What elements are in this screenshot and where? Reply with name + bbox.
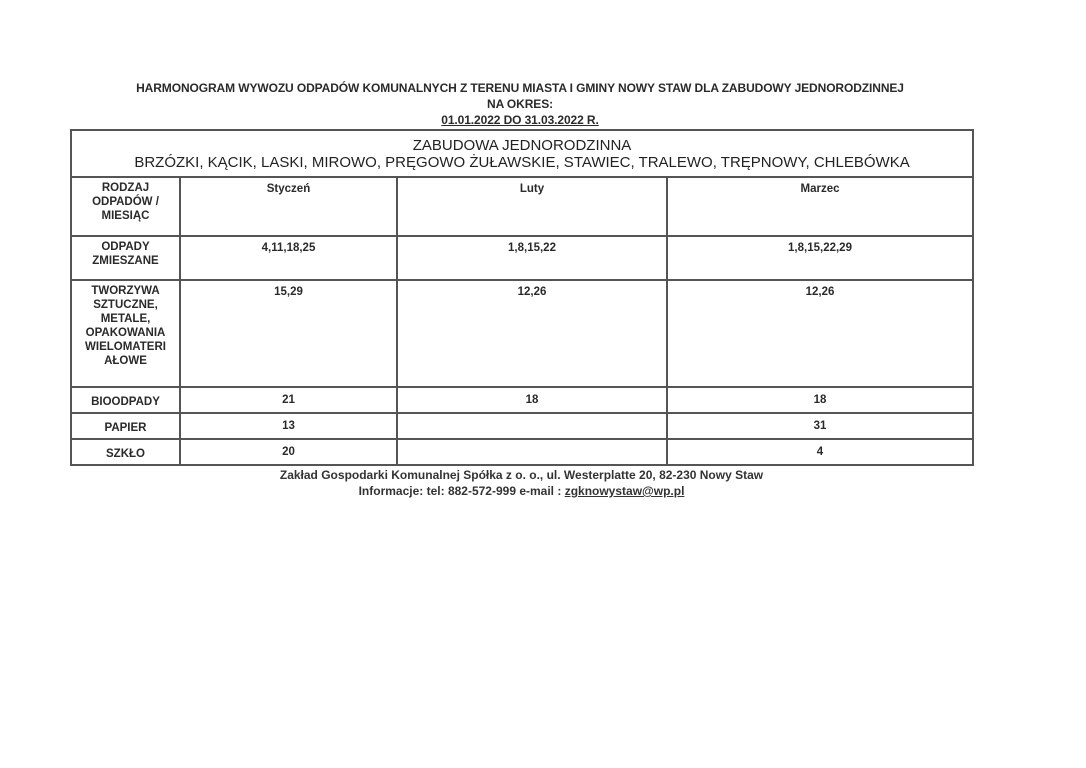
document-header	[0, 80, 1040, 128]
dates-cell: 18	[667, 387, 973, 413]
email-link[interactable]: zgknowystaw@wp.pl	[564, 484, 685, 498]
table-row	[71, 236, 973, 280]
dates-cell: 21	[180, 387, 397, 413]
month-header-row	[71, 177, 973, 236]
table-localities: BRZÓZKI, KĄCIK, LASKI, MIROWO, PRĘGOWO ŻUŁAWSKIE, STAWIEC, TRALEWO, TRĘPNOWY, CHLEBÓWKA	[134, 154, 910, 171]
table-row	[71, 439, 973, 465]
document-footer	[0, 467, 1043, 499]
waste-type: PAPIER	[71, 413, 180, 439]
month-header-february: Luty	[397, 177, 667, 236]
contact-phone: Informacje: tel: 882-572-999 e-mail :	[358, 484, 565, 498]
dates-cell	[397, 439, 667, 465]
dates-cell: 18	[397, 387, 667, 413]
contact-info	[0, 483, 1043, 499]
table-title: ZABUDOWA JEDNORODZINNA	[412, 137, 632, 154]
dates-cell: 4,11,18,25	[180, 236, 397, 280]
month-header-march: Marzec	[667, 177, 973, 236]
table-title-cell	[71, 130, 973, 177]
dates-cell: 1,8,15,22	[397, 236, 667, 280]
table-row	[71, 387, 973, 413]
schedule-table	[70, 129, 974, 466]
dates-cell: 13	[180, 413, 397, 439]
dates-cell: 12,26	[397, 280, 667, 387]
month-header-january: Styczeń	[180, 177, 397, 236]
dates-cell: 1,8,15,22,29	[667, 236, 973, 280]
table-row	[71, 413, 973, 439]
table-title-row	[71, 130, 973, 177]
waste-type: BIOODPADY	[71, 387, 180, 413]
dates-cell	[397, 413, 667, 439]
table-row	[71, 280, 973, 387]
dates-cell: 31	[667, 413, 973, 439]
dates-cell: 15,29	[180, 280, 397, 387]
waste-type: ODPADY ZMIESZANE	[71, 236, 180, 280]
dates-cell: 12,26	[667, 280, 973, 387]
header-period-label: NA OKRES:	[487, 97, 553, 111]
header-period: 01.01.2022 DO 31.03.2022 R.	[441, 113, 599, 127]
corner-header: RODZAJ ODPADÓW / MIESIĄC	[71, 177, 180, 236]
dates-cell: 20	[180, 439, 397, 465]
waste-type: TWORZYWA SZTUCZNE, METALE, OPAKOWANIA WIELOMATERI AŁOWE	[71, 280, 180, 387]
header-title: HARMONOGRAM WYWOZU ODPADÓW KOMUNALNYCH Z TERENU MIASTA I GMINY NOWY STAW DLA ZABUDOWY JEDNORODZINNEJ	[136, 81, 904, 95]
company-info: Zakład Gospodarki Komunalnej Spółka z o. o., ul. Westerplatte 20, 82-230 Nowy Staw	[279, 468, 764, 482]
dates-cell: 4	[667, 439, 973, 465]
waste-type: SZKŁO	[71, 439, 180, 465]
